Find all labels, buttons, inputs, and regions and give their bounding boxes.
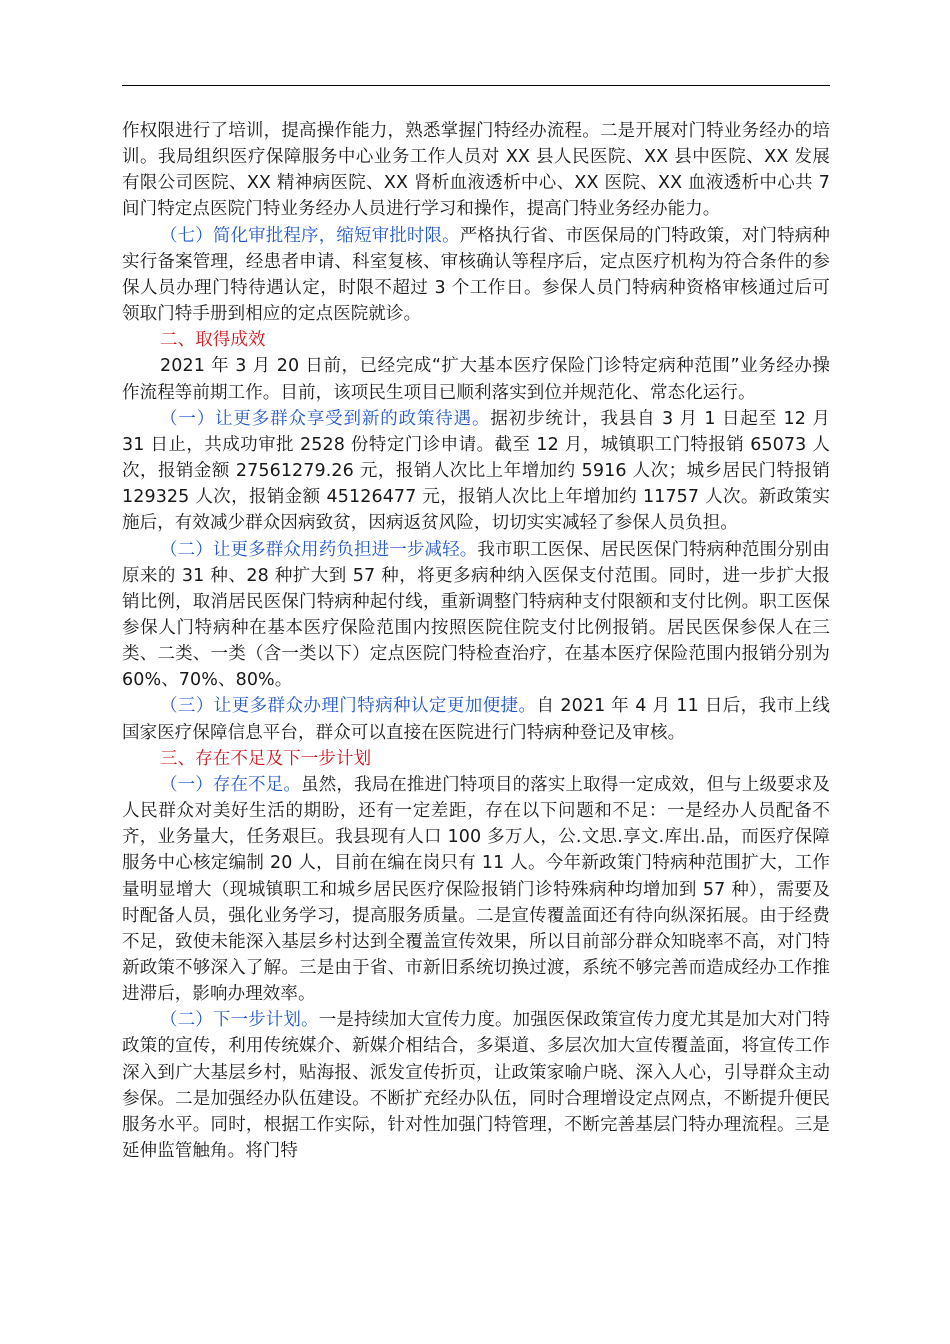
paragraph-new-policy-benefits: （一）让更多群众享受到新的政策待遇。据初步统计，我县自 3 月 1 日起至 12 月 31 日止，共成功审批 2528 份特定门诊申请。截至 12 月，城镇职工门特报销 65073 人次，报销金额 27561279.26 元，报销人次比上年增加约 5916 人次；城乡居民门特报销 129325 人次，报销金额 45126477 元，报销人次比上年增加约 11757 人次。新政策实施后，有效减少群众因病致贫，因病返贫风险，切切实实减轻了参保人员负担。 — [122, 408, 830, 534]
header-rule — [122, 85, 830, 86]
subheading-shortcomings: （一）存在不足。 — [160, 774, 302, 795]
subheading-simplify-approval: （七）简化审批程序，缩短审批时限。 — [160, 225, 460, 246]
paragraph-training-continued: 作权限进行了培训，提高操作能力，熟悉掌握门特经办流程。二是开展对门特业务经办的培训。我局组织医疗保障服务中心业务工作人员对 XX 县人民医院、XX 县中医院、XX 发展有限公司医院、XX 精神病医院、XX 肾析血液透析中心、XX 医院、XX 血液透析中心共 7 间门特定点医院门特业务经办人员进行学习和操作，提高门特业务经办能力。 — [122, 121, 830, 220]
section-heading-shortcomings-plan: 三、存在不足及下一步计划 — [160, 748, 372, 769]
paragraph-achievements-intro: 2021 年 3 月 20 日前，已经完成“扩大基本医疗保险门诊特定病种范围”业务经办操作流程等前期工作。目前，该项民生项目已顺利落实到位并规范化、常态化运行。 — [122, 356, 830, 403]
paragraph-medication-burden: （二）让更多群众用药负担进一步减轻。我市职工医保、居民医保门特病种范围分别由原来的 31 种、28 种扩大到 57 种，将更多病种纳入医保支付范围。同时，进一步扩大报销比例，取消居民医保门特病种起付线，重新调整门特病种支付限额和支付比例。职工医保参保人门特病种在基本医疗保险范围内按照医院住院支付比例报销。居民医保参保人在三类、二类、一类（含一类以下）定点医院门特检查治疗，在基本医疗保险范围内报销分别为 60%、70%、80%。 — [122, 539, 830, 691]
subheading-new-policy-benefits: （一）让更多群众享受到新的政策待遇。 — [160, 408, 491, 429]
section-heading-achievements: 二、取得成效 — [160, 330, 266, 351]
subheading-next-steps: （二）下一步计划。 — [160, 1010, 319, 1031]
paragraph-next-steps: （二）下一步计划。一是持续加大宣传力度。加强医保政策宣传力度尤其是加大对门特政策的宣传，利用传统媒介、新媒介相结合，多渠道、多层次加大宣传覆盖面，将宣传工作深入到广大基层乡村，贴海报、派发宣传折页，让政策家喻户晓、深入人心，引导群众主动参保。二是加强经办队伍建设。不断扩充经办队伍，同时合理增设定点网点，不断提升便民服务水平。同时，根据工作实际，针对性加强门特管理，不断完善基层门特办理流程。三是延伸监管触角。将门特 — [122, 1010, 830, 1162]
document-body — [122, 118, 830, 1164]
paragraph-shortcomings: （一）存在不足。虽然，我局在推进门特项目的落实上取得一定成效，但与上级要求及人民群众对美好生活的期盼，还有一定差距，存在以下问题和不足：一是经办人员配备不齐，业务量大，任务艰巨。我县现有人口 100 多万人，公.文思.享文.库出.品，而医疗保障服务中心核定编制 20 人，目前在编在岗只有 11 人。今年新政策门特病种范围扩大，工作量明显增大（现城镇职工和城乡居民医疗保险报销门诊特殊病种均增加到 57 种），需要及时配备人员，强化业务学习，提高服务质量。二是宣传覆盖面还有待向纵深拓展。由于经费不足，致使未能深入基层乡村达到全覆盖宣传效果，所以目前部分群众知晓率不高，对门特新政策不够深入了解。三是由于省、市新旧系统切换过渡，系统不够完善而造成经办工作推进滞后，影响办理效率。 — [122, 774, 830, 1005]
paragraph-simplify-approval: （七）简化审批程序，缩短审批时限。严格执行省、市医保局的门特政策，对门特病种实行备案管理，经患者申请、科室复核、审核确认等程序后，定点医疗机构为符合条件的参保人员办理门特待遇认定，时限不超过 3 个工作日。参保人员门特病种资格审核通过后可领取门特手册到相应的定点医院就诊。 — [122, 225, 830, 325]
paragraph-convenient-certification: （三）让更多群众办理门特病种认定更加便捷。自 2021 年 4 月 11 日后，我市上线国家医疗保障信息平台，群众可以直接在医院进行门特病种登记及审核。 — [122, 696, 830, 743]
subheading-convenient-certification: （三）让更多群众办理门特病种认定更加便捷。 — [160, 696, 537, 717]
subheading-medication-burden: （二）让更多群众用药负担进一步减轻。 — [160, 539, 478, 560]
